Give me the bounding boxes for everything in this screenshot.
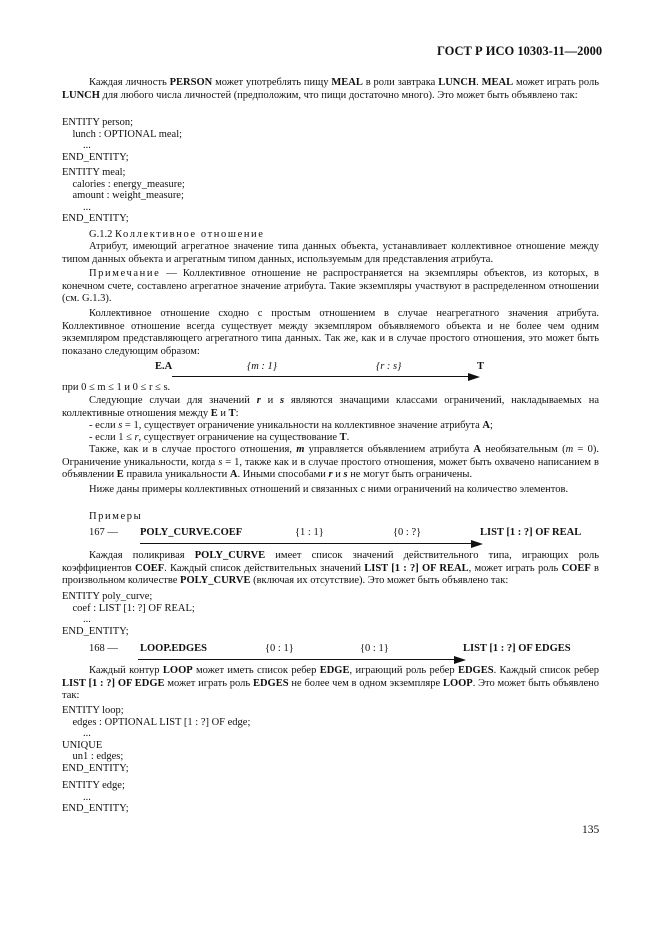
- code-entity-edge: ENTITY edge; ... END_ENTITY;: [62, 780, 129, 815]
- example-168-label1: {0 : 1}: [265, 643, 294, 654]
- diagram-arrowhead: [468, 373, 480, 381]
- bullet-r-ge-1: - если 1 ≤ r, существует ограничение на существование T.: [89, 432, 350, 443]
- diagram-label-m1: {m : 1}: [247, 361, 277, 372]
- example-167-label2: {0 : ?}: [393, 527, 422, 538]
- page-number: 135: [582, 824, 600, 836]
- example-167-label1: {1 : 1}: [295, 527, 324, 538]
- example-168-arrowhead: [454, 656, 466, 664]
- example-167-left: POLY_CURVE.COEF: [140, 527, 243, 538]
- example-168-number: 168 —: [89, 643, 118, 654]
- code-entity-meal: ENTITY meal; calories : energy_measure; amount : weight_measure; ... END_ENTITY;: [62, 167, 185, 225]
- examples-label: Примеры: [89, 511, 143, 522]
- condition-text: при 0 ≤ m ≤ 1 и 0 ≤ r ≤ s.: [62, 382, 171, 393]
- diagram-left-label: E.A: [155, 361, 173, 372]
- example-167-arrowhead: [471, 540, 483, 548]
- paragraph-poly-curve: Каждая поликривая POLY_CURVE имеет список значений действительного типа, играющих роль коэффициентов COEF. Каждый список действительных значений LIST [1 : ?] OF REAL, может играть роль COEF в произвольном количестве POLY_CURVE (включая их отсутствие). Это может быть объявлено так:: [62, 550, 599, 587]
- example-168-left: LOOP.EDGES: [140, 643, 208, 654]
- code-entity-poly-curve: ENTITY poly_curve; coef : LIST [1: ?] OF REAL; ... END_ENTITY;: [62, 591, 195, 637]
- paragraph-person-meal: Каждая личность PERSON может употреблять пищу MEAL в роли завтрака LUNCH. MEAL может играть роль LUNCH для любого числа личностей (предположим, что пищи достаточно много). Это может быть объявлено так:: [62, 77, 599, 101]
- note-paragraph: Примечание — Коллективное отношение не распространяется на экземпляры объектов, из которых, в конечном счете, составлено агрегатное значение атрибута. Такие экземпляры участвуют в распределенном отношении (см. G.1.3).: [62, 268, 599, 305]
- example-168-label2: {0 : 1}: [360, 643, 389, 654]
- example-167-arrow-line: [140, 543, 475, 544]
- paragraph-loop-edges: Каждый контур LOOP может иметь список ребер EDGE, играющий роль ребер EDGES. Каждый список ребер LIST [1 : ?] OF EDGE может играть роль EDGES не более чем в одном экземпляре LOOP. Это может быть объявлено так:: [62, 665, 599, 702]
- paragraph-examples-intro: Ниже даны примеры коллективных отношений и связанных с ними ограничений на количество элементов.: [89, 484, 569, 495]
- document-header: ГОСТ Р ИСО 10303-11—2000: [437, 44, 603, 58]
- code-entity-loop: ENTITY loop; edges : OPTIONAL LIST [1 : ?] OF edge; ... UNIQUE un1 : edges; END_ENTITY;: [62, 705, 251, 774]
- example-167-number: 167 —: [89, 527, 118, 538]
- example-168-arrow-line: [138, 659, 458, 660]
- example-168-right: LIST [1 : ?] OF EDGES: [463, 643, 571, 654]
- diagram-label-rs: {r : s}: [376, 361, 402, 372]
- diagram-arrow-line: [172, 376, 472, 377]
- diagram-right-label: T: [477, 361, 485, 372]
- section-heading: G.1.2 Коллективное отношение: [89, 229, 265, 240]
- paragraph-collective-definition: Атрибут, имеющий агрегатное значение типа данных объекта, устанавливает коллективное отношение между типом данных объекта и агрегатным типом данных, используемым для представления атрибута.: [62, 241, 599, 265]
- paragraph-uniqueness: Также, как и в случае простого отношения, m управляется объявлением атрибута A необязательным (m = 0). Ограничение уникальности, когда s = 1, также как и в случае простого отношения, может быть охвачено написанием в объявлении E правила уникальности A. Иными способами r и s не могут быть ограничены.: [62, 444, 599, 481]
- paragraph-collective-simple: Коллективное отношение сходно с простым отношением в случае неагрегатного значения атрибута. Коллективное отношение всегда существует между экземпляром объявляемого объекта и не более чем одним экземпляром представляющего агрегатного типа данных. Так же, как и в случае простого отношения, это может быть показано следующим образом:: [62, 308, 599, 357]
- paragraph-constraint-classes: Следующие случаи для значений r и s являются значащими классами ограничений, накладываемых на коллективные отношения между E и T:: [62, 395, 599, 419]
- code-entity-person: ENTITY person; lunch : OPTIONAL meal; ... END_ENTITY;: [62, 117, 183, 163]
- example-167-right: LIST [1 : ?] OF REAL: [480, 527, 582, 538]
- bullet-s-equals-1: - если s = 1, существует ограничение уникальности на коллективное значение атрибута A;: [89, 420, 493, 431]
